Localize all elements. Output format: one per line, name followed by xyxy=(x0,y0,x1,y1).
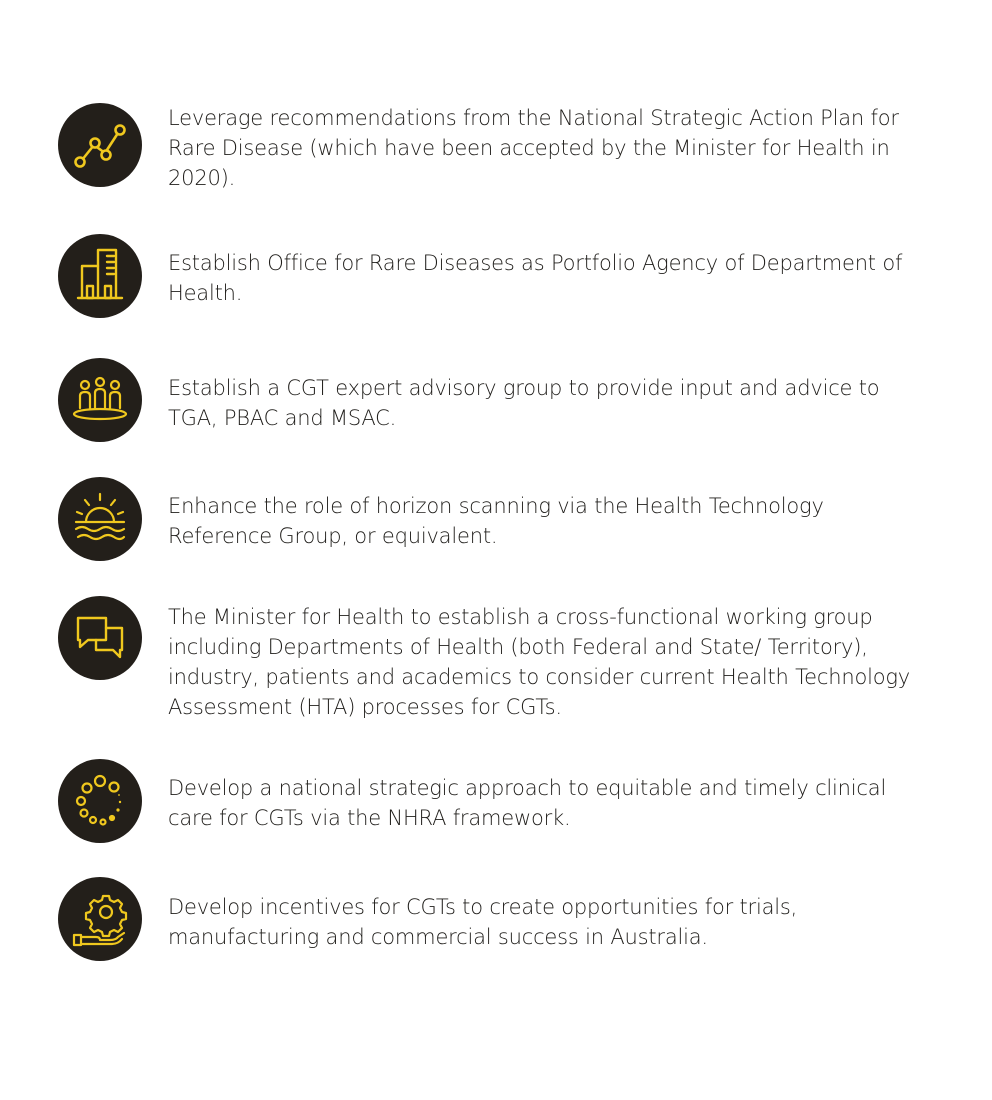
item-text: Establish a CGT expert advisory group to provide input and advice to TGA, PBAC and MSAC. xyxy=(168,376,880,430)
item-text: Leverage recommendations from the National Strategic Action Plan for Rare Disease (which have been accepted by the Minister for Health in 2020). xyxy=(168,106,899,190)
item-text: Develop a national strategic approach to equitable and timely clinical care for CGTs via the NHRA framework. xyxy=(168,776,887,830)
item-text: Develop incentives for CGTs to create opportunities for trials, manufacturing and commercial success in Australia. xyxy=(168,895,798,949)
item-text: Enhance the role of horizon scanning via the Health Technology Reference Group, or equivalent. xyxy=(168,494,824,548)
chat-bubbles-icon xyxy=(58,596,142,680)
circular-dots-icon xyxy=(58,759,142,843)
horizon-sun-icon xyxy=(58,477,142,561)
line-graph-icon xyxy=(58,103,142,187)
office-buildings-icon xyxy=(58,234,142,318)
item-text: Establish Office for Rare Diseases as Portfolio Agency of Department of Health. xyxy=(168,251,903,305)
item-text: The Minister for Health to establish a cross-functional working group including Departments of Health (both Federal and State/ Territory), industry, patients and academics to consider current Health Technology Assessment (HTA) processes for CGTs. xyxy=(168,605,911,719)
advisory-group-icon xyxy=(58,358,142,442)
gear-hand-icon xyxy=(58,877,142,961)
